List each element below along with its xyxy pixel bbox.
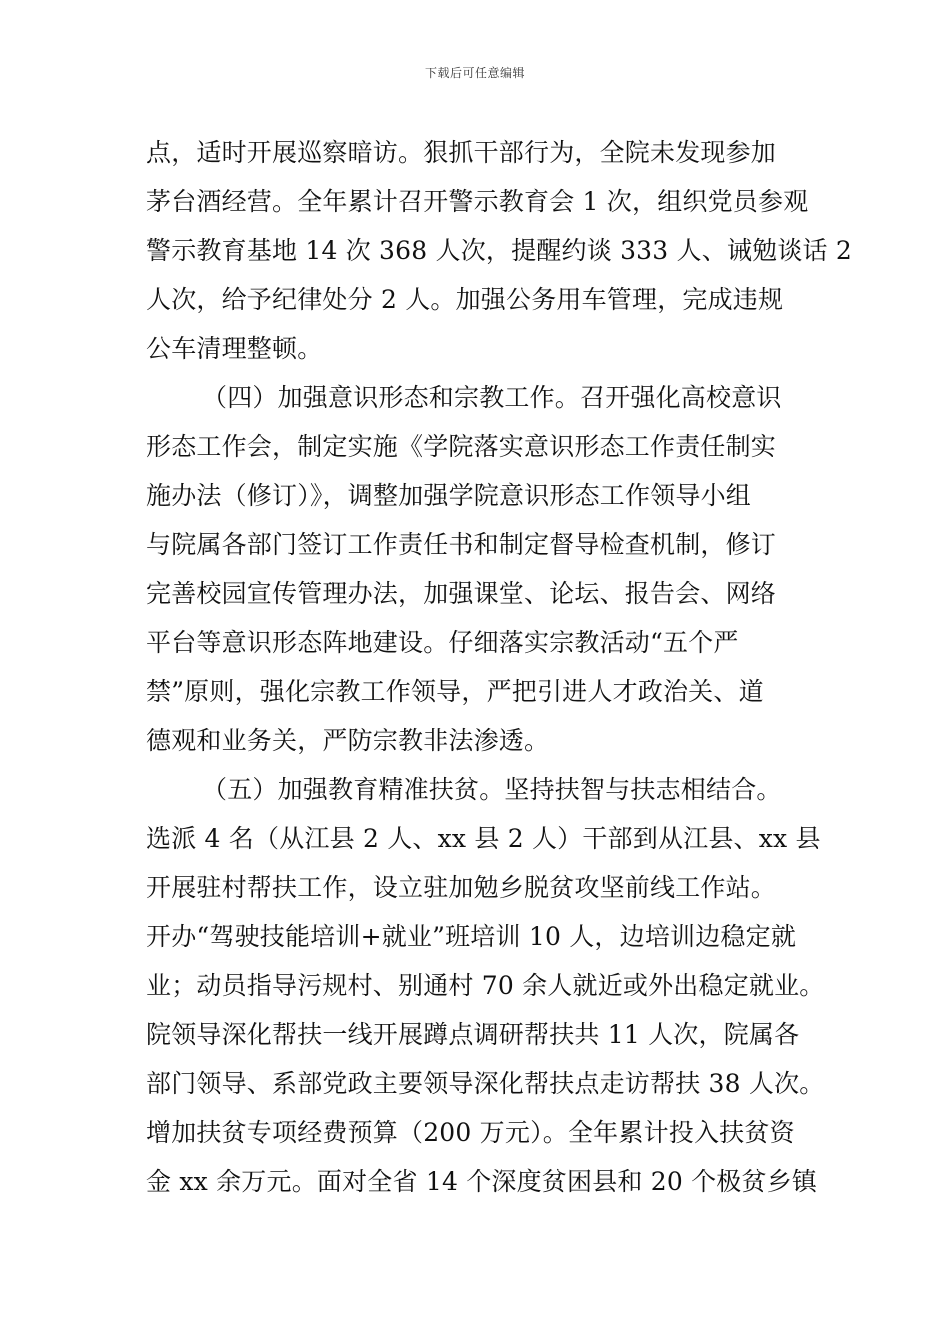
text-line: 公车清理整顿。 — [146, 334, 323, 363]
text-line: 与院属各部门签订工作责任书和制定督导检查机制，修订 — [146, 530, 777, 559]
text-line: 增加扶贫专项经费预算（200 万元）。全年累计投入扶贫资 — [146, 1118, 795, 1147]
text-line: 禁”原则，强化宗教工作领导，严把引进人才政治关、道 — [146, 677, 764, 706]
text-line: 完善校园宣传管理办法，加强课堂、论坛、报告会、网络 — [146, 579, 777, 608]
text-line: 选派 4 名（从江县 2 人、xx 县 2 人）干部到从江县、xx 县 — [146, 824, 821, 853]
text-line: 德观和业务关，严防宗教非法渗透。 — [146, 726, 550, 755]
text-line: 警示教育基地 14 次 368 人次，提醒约谈 333 人、诫勉谈话 2 — [146, 236, 852, 265]
text-line: 金 xx 余万元。面对全省 14 个深度贫困县和 20 个极贫乡镇 — [146, 1167, 818, 1196]
text-line: 茅台酒经营。全年累计召开警示教育会 1 次，组织党员参观 — [146, 187, 809, 216]
text-line: 开办“驾驶技能培训+就业”班培训 10 人，边培训边稳定就 — [146, 922, 797, 951]
text-line: 人次，给予纪律处分 2 人。加强公务用车管理，完成违规 — [146, 285, 784, 314]
body-text — [146, 128, 852, 1206]
section-5-heading-line: （五）加强教育精准扶贫。坚持扶智与扶志相结合。 — [202, 775, 782, 804]
text-line: 施办法（修订）》，调整加强学院意识形态工作领导小组 — [146, 481, 752, 510]
text-line: 点，适时开展巡察暗访。狠抓干部行为，全院未发现参加 — [146, 138, 777, 167]
text-line: 业；动员指导污规村、别通村 70 余人就近或外出稳定就业。 — [146, 971, 825, 1000]
text-line: 院领导深化帮扶一线开展蹲点调研帮扶共 11 人次，院属各 — [146, 1020, 800, 1049]
text-line: 开展驻村帮扶工作，设立驻加勉乡脱贫攻坚前线工作站。 — [146, 873, 777, 902]
text-line: 形态工作会，制定实施《学院落实意识形态工作责任制实 — [146, 432, 777, 461]
text-line: 部门领导、系部党政主要领导深化帮扶点走访帮扶 38 人次。 — [146, 1069, 825, 1098]
section-4-heading-line: （四）加强意识形态和宗教工作。召开强化高校意识 — [202, 383, 782, 412]
page-header: 下载后可任意编辑 — [424, 66, 525, 80]
text-line: 平台等意识形态阵地建设。仔细落实宗教活动“五个严 — [146, 628, 739, 657]
